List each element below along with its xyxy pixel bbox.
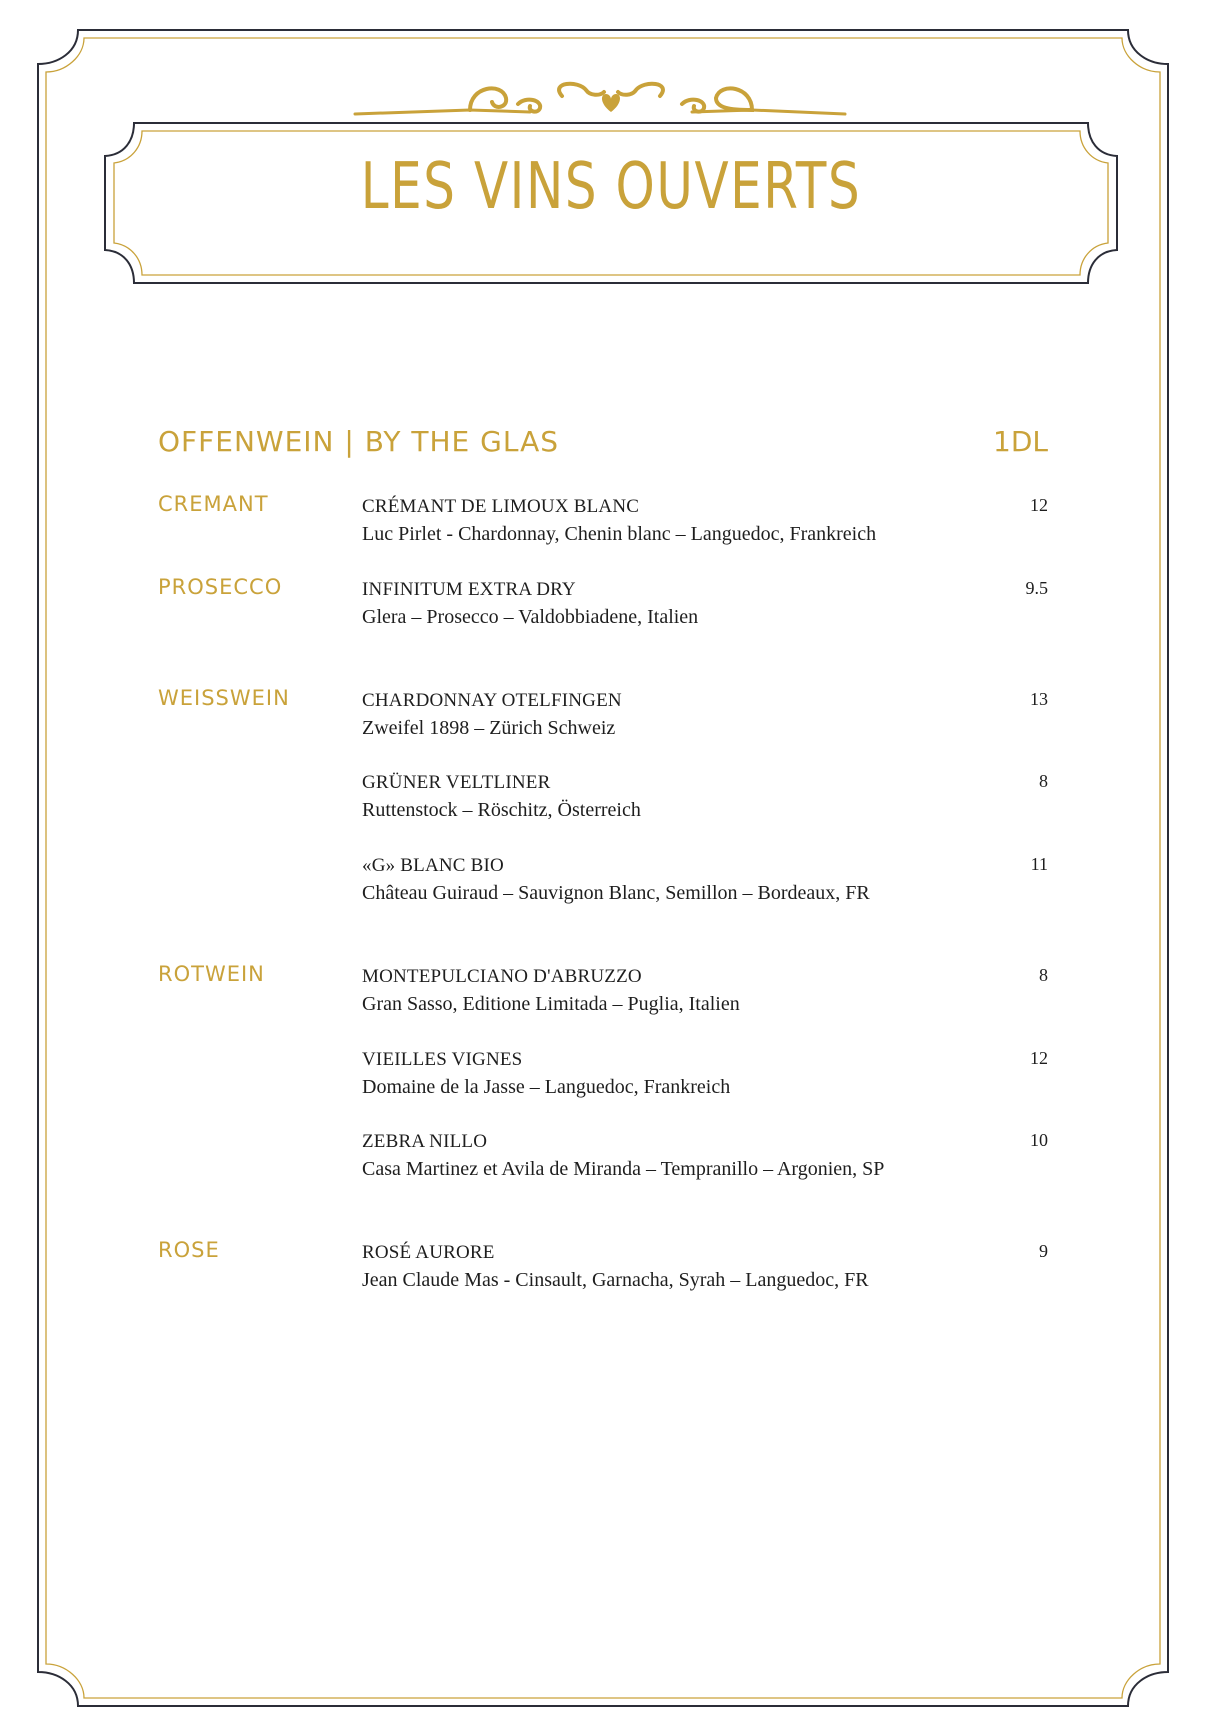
wine-name: «G» BLANC BIO bbox=[362, 855, 504, 876]
category-rose: ROSE bbox=[158, 1238, 220, 1262]
wine-item bbox=[362, 852, 1048, 907]
wine-description: Zweifel 1898 – Zürich Schweiz bbox=[362, 717, 616, 739]
wine-item bbox=[362, 493, 1048, 548]
wine-description: Château Guiraud – Sauvignon Blanc, Semillon – Bordeaux, FR bbox=[362, 882, 870, 904]
wine-description: Glera – Prosecco – Valdobbiadene, Italien bbox=[362, 606, 699, 628]
wine-name: CRÉMANT DE LIMOUX BLANC bbox=[362, 496, 640, 517]
wine-description: Gran Sasso, Editione Limitada – Puglia, Italien bbox=[362, 993, 740, 1015]
wine-price: 9.5 bbox=[1025, 578, 1048, 598]
wine-price: 11 bbox=[1030, 854, 1048, 874]
wine-item bbox=[362, 1128, 1048, 1183]
wine-price: 8 bbox=[1039, 965, 1048, 985]
category-rotwein: ROTWEIN bbox=[158, 962, 265, 986]
ornament-flourish-icon bbox=[355, 84, 845, 114]
wine-name: MONTEPULCIANO D'ABRUZZO bbox=[362, 966, 642, 987]
wine-price: 12 bbox=[1030, 1048, 1048, 1068]
wine-name: INFINITUM EXTRA DRY bbox=[362, 579, 576, 600]
wine-name: ZEBRA NILLO bbox=[362, 1131, 488, 1152]
category-prosecco: PROSECCO bbox=[158, 575, 283, 599]
wine-description: Domaine de la Jasse – Languedoc, Frankreich bbox=[362, 1076, 731, 1098]
wine-price: 9 bbox=[1039, 1241, 1048, 1261]
wine-item bbox=[362, 687, 1048, 742]
wine-name: GRÜNER VELTLINER bbox=[362, 772, 551, 793]
category-weisswein: WEISSWEIN bbox=[158, 686, 290, 710]
wine-price: 12 bbox=[1030, 495, 1048, 515]
section-heading: OFFENWEIN | BY THE GLAS bbox=[158, 425, 559, 458]
wine-name: CHARDONNAY OTELFINGEN bbox=[362, 690, 622, 711]
wine-name: VIEILLES VIGNES bbox=[362, 1049, 523, 1070]
wine-item bbox=[362, 1239, 1048, 1294]
wine-description: Jean Claude Mas - Cinsault, Garnacha, Syrah – Languedoc, FR bbox=[362, 1269, 869, 1291]
wine-item bbox=[362, 769, 1048, 824]
wine-description: Casa Martinez et Avila de Miranda – Tempranillo – Argonien, SP bbox=[362, 1158, 885, 1180]
wine-price: 10 bbox=[1030, 1130, 1048, 1150]
wine-item bbox=[362, 963, 1048, 1018]
section-unit: 1DL bbox=[993, 425, 1048, 458]
wine-item bbox=[362, 576, 1048, 631]
wine-name: ROSÉ AURORE bbox=[362, 1242, 495, 1263]
wine-description: Ruttenstock – Röschitz, Österreich bbox=[362, 799, 641, 821]
page-title: LES VINS OUVERTS bbox=[360, 150, 862, 224]
heart-icon bbox=[602, 94, 620, 112]
wine-description: Luc Pirlet - Chardonnay, Chenin blanc – Languedoc, Frankreich bbox=[362, 523, 877, 545]
wine-price: 13 bbox=[1030, 689, 1048, 709]
category-cremant: CREMANT bbox=[158, 492, 269, 516]
wine-item bbox=[362, 1046, 1048, 1101]
wine-price: 8 bbox=[1039, 771, 1048, 791]
